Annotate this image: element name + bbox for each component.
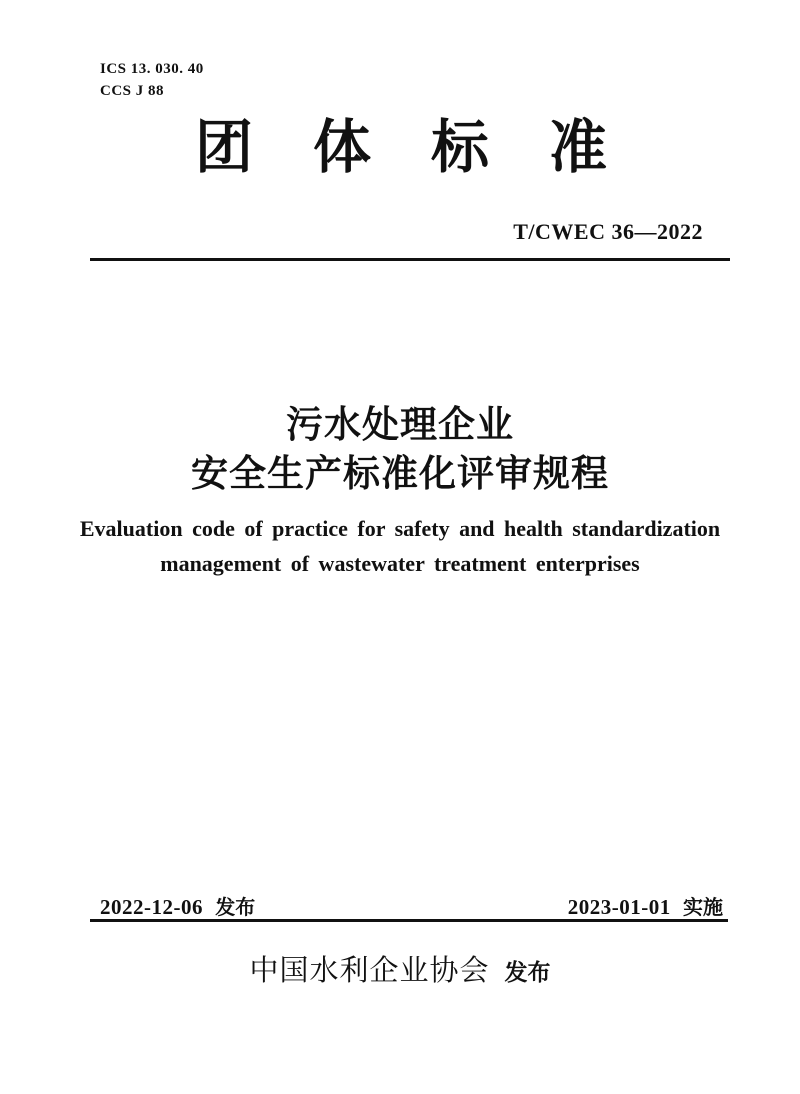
doc-type-char: 团 (195, 115, 254, 180)
title-english (0, 511, 800, 581)
issue-date-value: 2022-12-06 (100, 895, 203, 919)
doc-type-char: 体 (312, 115, 371, 180)
title-english-line1: Evaluation code of practice for safety and health standardization (79, 516, 721, 541)
footer-divider (90, 919, 728, 922)
doc-type-char: 准 (548, 115, 607, 180)
implementation-date-label: 实施 (683, 897, 723, 919)
publisher-line (0, 948, 800, 989)
header-divider (90, 258, 730, 261)
publisher-action-label: 发布 (504, 959, 551, 985)
issue-date-label: 发布 (215, 897, 256, 919)
ics-code: ICS 13. 030. 40 (100, 61, 204, 77)
implementation-date-value: 2023-01-01 (567, 895, 671, 919)
classification-codes (100, 58, 204, 102)
issue-date (100, 891, 255, 920)
title-chinese (0, 400, 800, 498)
document-type-title (195, 116, 607, 180)
title-chinese-line1: 污水处理企业 (286, 404, 514, 445)
implementation-date (568, 891, 723, 920)
title-chinese-line2: 安全生产标准化评审规程 (191, 453, 609, 494)
dates-row (100, 891, 723, 920)
title-english-line2: management of wastewater treatment enterprises (160, 551, 640, 576)
ccs-code: CCS J 88 (100, 83, 165, 99)
standard-number: T/CWEC 36—2022 (513, 219, 703, 244)
doc-type-char: 标 (430, 115, 489, 180)
publisher-name: 中国水利企业协会 (249, 955, 490, 987)
